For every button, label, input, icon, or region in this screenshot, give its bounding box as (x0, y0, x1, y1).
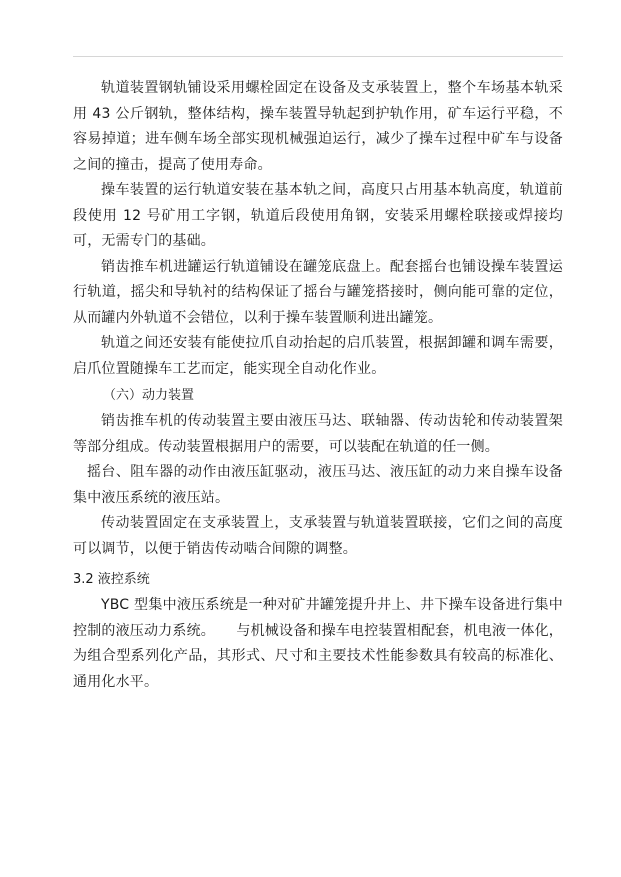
paragraph-pusher-track: 销齿推车机进罐运行轨道铺设在罐笼底盘上。配套摇台也铺设操车装置运行轨道，摇尖和导轨衬的结构保证了摇台与罐笼搭接时，侧向能可靠的定位，从而罐内外轨道不会错位，以利于操车装置顺利进出罐笼。 (73, 258, 563, 326)
section-heading: 3.2 液控系统 (73, 572, 150, 587)
paragraph-transmission: 销齿推车机的传动装置主要由液压马达、联轴器、传动齿轮和传动装置架等部分组成。传动装置根据用户的需要，可以装配在轨道的任一侧。 (73, 413, 563, 455)
paragraph-claw-lifter: 轨道之间还安装有能使拉爪自动抬起的启爪装置，根据卸罐和调车需要，启爪位置随操车工艺而定，能实现全自动化作业。 (73, 335, 563, 377)
paragraph-rail-fixing: 轨道装置钢轨铺设采用螺栓固定在设备及支承装置上，整个车场基本轨采用 43 公斤钢轨，整体结构，操车装置导轨起到护轨作用，矿车运行平稳，不容易掉道；进车侧车场全部实现机械强迫运行，减少了操车过程中矿车与设备之间的撞击，提高了使用寿命。 (73, 80, 563, 173)
paragraph-hydraulic-drive: 摇台、阻车器的动作由液压缸驱动，液压马达、液压缸的动力来自操车设备集中液压系统的液压站。 (73, 464, 563, 506)
subsection-heading: （六）动力装置 (103, 388, 195, 403)
paragraph-ybc-system: YBC 型集中液压系统是一种对矿井罐笼提升井上、井下操车设备进行集中控制的液压动力系统。 与机械设备和操车电控装置相配套，机电液一体化，为组合型系列化产品，其形式、尺寸和主要技术性能参数具有较高的标准化、通用化水平。 (73, 597, 563, 690)
paragraph-running-track: 操车装置的运行轨道安装在基本轨之间，高度只占用基本轨高度，轨道前段使用 12 号矿用工字钢，轨道后段使用角钢，安装采用螺栓联接或焊接均可，无需专门的基础。 (73, 182, 563, 249)
header-divider (73, 56, 563, 57)
paragraph-support-adjust: 传动装置固定在支承装置上，支承装置与轨道装置联接，它们之间的高度可以调节，以便于销齿传动啮合间隙的调整。 (73, 515, 563, 557)
document-body (73, 76, 563, 695)
